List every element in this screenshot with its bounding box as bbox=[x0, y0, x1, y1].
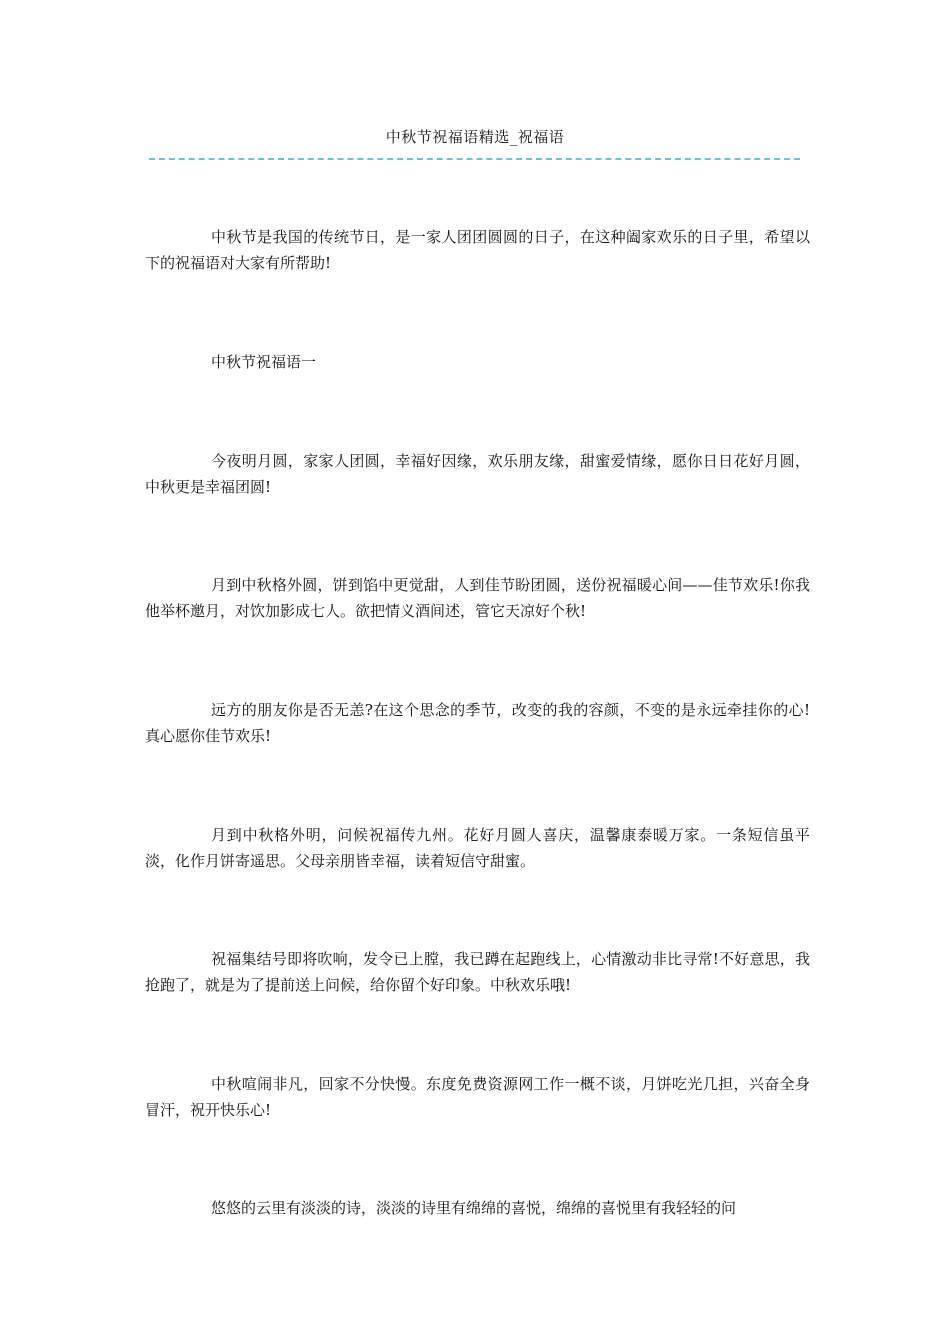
title-divider bbox=[149, 158, 800, 160]
wish-paragraph: 远方的朋友你是否无恙?在这个思念的季节，改变的我的容颜，不变的是永远牵挂你的心!真心愿你佳节欢乐! bbox=[145, 701, 810, 745]
intro-paragraph: 中秋节是我国的传统节日，是一家人团团圆圆的日子，在这种阖家欢乐的日子里，希望以下的祝福语对大家有所帮助! bbox=[145, 228, 810, 272]
wish-paragraph: 悠悠的云里有淡淡的诗，淡淡的诗里有绵绵的喜悦，绵绵的喜悦里有我轻轻的问 bbox=[211, 1199, 737, 1217]
wish-paragraph: 祝福集结号即将吹响，发令已上膛，我已蹲在起跑线上，心情激动非比寻常!不好意思，我抢跑了，就是为了提前送上问候，给你留个好印象。中秋欢乐哦! bbox=[145, 950, 810, 994]
wish-paragraph: 中秋喧闹非凡，回家不分快慢。东度免费资源网工作一概不谈，月饼吃光几担，兴奋全身冒汗，祝开快乐心! bbox=[145, 1075, 810, 1119]
wish-paragraph: 月到中秋格外圆，饼到馅中更觉甜，人到佳节盼团圆，送份祝福暖心间——佳节欢乐!你我他举杯邀月，对饮加影成七人。欲把情义酒间述，管它天凉好个秋! bbox=[145, 576, 810, 620]
section-heading: 中秋节祝福语一 bbox=[211, 353, 317, 371]
wish-paragraph: 月到中秋格外明，问候祝福传九州。花好月圆人喜庆，温馨康泰暖万家。一条短信虽平淡，化作月饼寄遥思。父母亲朋皆幸福，读着短信守甜蜜。 bbox=[145, 826, 810, 870]
wish-paragraph: 今夜明月圆，家家人团圆，幸福好因缘，欢乐朋友缘，甜蜜爱情缘，愿你日日花好月圆，中秋更是幸福团圆! bbox=[145, 452, 810, 496]
document-title: 中秋节祝福语精选_祝福语 bbox=[385, 128, 565, 146]
